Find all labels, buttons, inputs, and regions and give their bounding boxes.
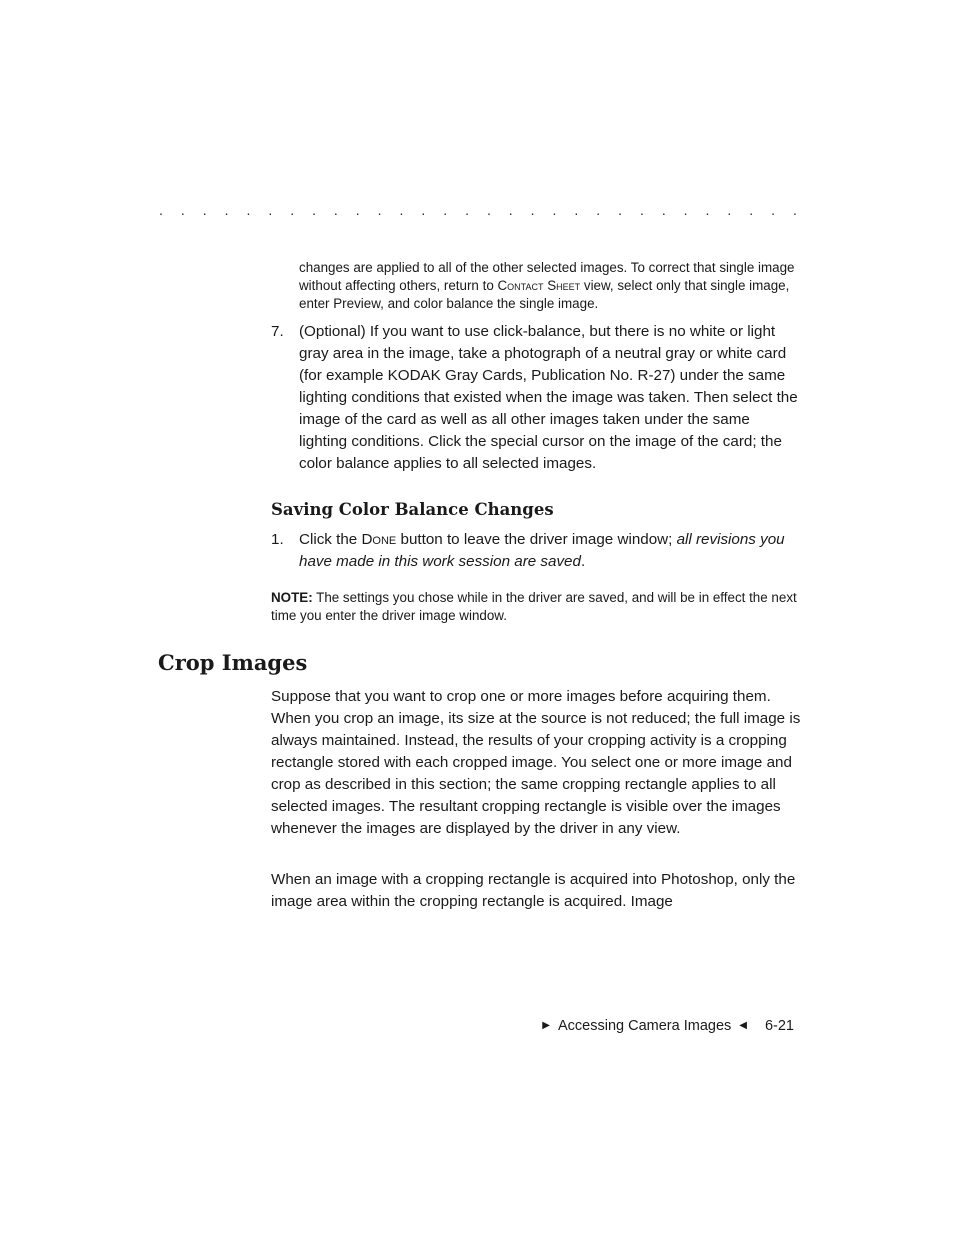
note-text: The settings you chose while in the driver are saved, and will be in effect the next time you enter the driver image window. xyxy=(271,590,797,623)
header-dot: . xyxy=(421,202,426,218)
step-1-text-middle: button to leave the driver image window; xyxy=(396,531,677,548)
header-dot: . xyxy=(180,202,185,218)
step-1-text xyxy=(299,529,799,573)
header-dot-rule xyxy=(158,200,798,220)
step-1-text-start: Click the xyxy=(299,531,362,548)
subheading-saving-color-balance: Saving Color Balance Changes xyxy=(271,500,554,519)
header-dot: . xyxy=(792,202,797,218)
header-dot: . xyxy=(290,202,295,218)
header-dot: . xyxy=(399,202,404,218)
crop-paragraph-1: Suppose that you want to crop one or more images before acquiring them. When you crop an image, its size at the source is not reduced; the full image is always maintained. Instead, the results of your cropping activity is a cropping rectangle stored with each cropped image. You select one or more image and crop as described in this section; the same cropping rectangle applies to all selected images. The resultant cropping rectangle is visible over the images whenever the images are displayed by the driver in any view. xyxy=(271,688,801,837)
page-footer xyxy=(542,1015,794,1037)
header-dot: . xyxy=(530,202,535,218)
header-dot: . xyxy=(771,202,775,218)
header-dot: . xyxy=(552,202,557,218)
header-dot: . xyxy=(268,202,273,218)
header-dot: . xyxy=(574,202,579,218)
header-dot: . xyxy=(727,202,732,218)
header-dot: . xyxy=(246,202,251,218)
header-dot: . xyxy=(618,202,622,218)
header-dot: . xyxy=(377,202,382,218)
continued-text-end: view, select only that single image, enter Preview, and color balance the single image. xyxy=(299,278,790,311)
header-dot: . xyxy=(159,202,163,218)
header-dot: . xyxy=(596,202,601,218)
note-label: NOTE: xyxy=(271,590,313,605)
step-1-period: . xyxy=(580,553,586,570)
left-triangle-icon: ◀ xyxy=(739,1020,747,1031)
step-1-number: 1. xyxy=(271,531,284,548)
header-dot: . xyxy=(683,202,688,218)
section-title-crop-images: Crop Images xyxy=(158,650,308,675)
header-dot: . xyxy=(202,202,207,218)
header-dot: . xyxy=(486,202,491,218)
header-dot: . xyxy=(224,202,229,218)
contact-sheet-view-name: Contact Sheet xyxy=(497,278,581,293)
header-dot: . xyxy=(465,202,469,218)
footer-chapter-title: Accessing Camera Images xyxy=(558,1018,732,1034)
continued-paragraph xyxy=(299,259,799,313)
header-dot: . xyxy=(705,202,710,218)
header-dot: . xyxy=(312,202,316,218)
step-7-number: 7. xyxy=(271,323,284,340)
crop-paragraph-2: When an image with a cropping rectangle is acquired into Photoshop, only the image area within the cropping rectangle is acquired. Image xyxy=(271,871,796,910)
header-dot: . xyxy=(333,202,338,218)
step-1-emphasis: all revisions you have made in this work session are saved xyxy=(299,531,785,570)
header-dot: . xyxy=(508,202,513,218)
header-dot: . xyxy=(749,202,754,218)
note-paragraph xyxy=(271,589,801,625)
step-7-text: (Optional) If you want to use click-balance, but there is no white or light gray area in the image, take a photograph of a neutral gray or white card (for example KODAK Gray Cards, Publication No. R-27) under the same lighting conditions that existed when the image was taken. Then select the image of the card as well as all other images taken under the same lighting conditions. Click the special cursor on the image of the card; the color balance applies to all selected images. xyxy=(299,323,798,472)
header-dot: . xyxy=(443,202,448,218)
footer-page-number: 6-21 xyxy=(764,1018,794,1034)
done-button-name: Done xyxy=(361,531,397,548)
right-triangle-icon: ▶ xyxy=(542,1020,550,1031)
header-dot: . xyxy=(639,202,644,218)
continued-text-start: changes are applied to all of the other selected images. To correct that single image without affecting others, return to xyxy=(299,260,795,293)
header-dot: . xyxy=(355,202,360,218)
header-dot: . xyxy=(661,202,666,218)
